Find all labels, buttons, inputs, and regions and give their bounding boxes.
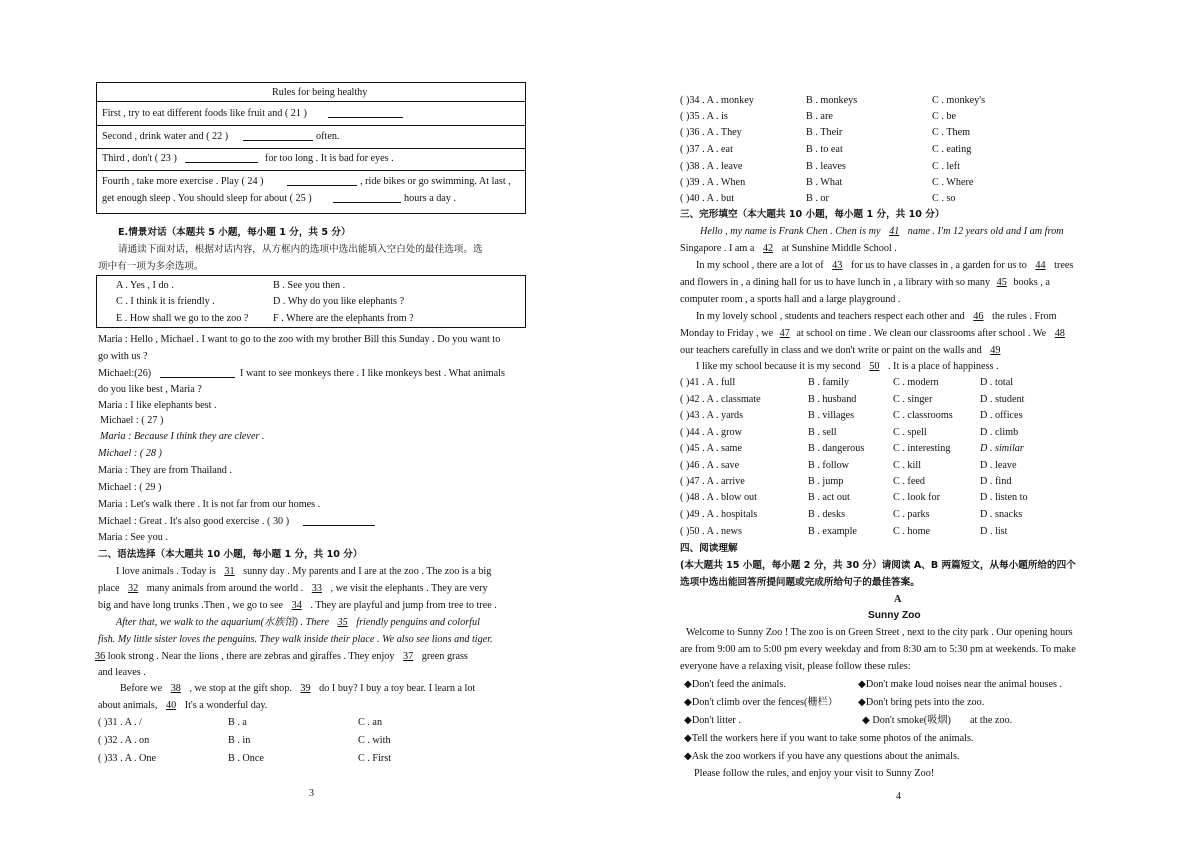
dialogue-line: Maria : See you . (98, 532, 168, 543)
zoo-rule: ◆Don't litter . (684, 715, 741, 726)
choice-43-d[interactable]: D . offices (980, 410, 1023, 421)
option-f: F . Where are the elephants from ? (273, 313, 414, 324)
choice-43-c[interactable]: C . classrooms (893, 410, 953, 421)
passage-line: are from 9:00 am to 5:00 pm every weekday and from 8:30 am to 5:30 pm at weekends. To make (680, 644, 1076, 655)
grammar-passage: and leaves . (98, 667, 146, 678)
grammar-passage: big and have long trunks .Then , we go to see 34 . They are playful and jump from tree to tree . (98, 600, 497, 611)
cloze-passage: and flowers in , a dining hall for us to have lunch in , a library with so many 45 books , a (680, 277, 1050, 288)
dialogue-line: Maria : Because I think they are clever . (100, 431, 265, 442)
choice-42-d[interactable]: D . student (980, 394, 1025, 405)
choice-34-b[interactable]: B . monkeys (806, 95, 858, 106)
choice-50-b[interactable]: B . example (808, 526, 857, 537)
blank-31: 31 (224, 566, 235, 577)
choice-31-b[interactable]: B . a (228, 717, 247, 728)
blank-33: 33 (311, 583, 322, 594)
blank-47: 47 (779, 328, 790, 339)
blank-39: 39 (300, 683, 311, 694)
answer-blank-21[interactable] (328, 107, 403, 122)
grammar-passage: about animals, 40 It's a wonderful day. (98, 700, 268, 711)
grammar-passage: I love animals . Today is 31 sunny day . My parents and I are at the zoo . The zoo is a big (116, 566, 492, 577)
choice-40-b[interactable]: B . or (806, 193, 829, 204)
choice-49-d[interactable]: D . snacks (980, 509, 1023, 520)
choice-40-c[interactable]: C . so (932, 193, 956, 204)
zoo-rule: ◆Don't make loud noises near the animal houses . (858, 679, 1063, 690)
choice-36-c[interactable]: C . Them (932, 127, 971, 138)
question-49[interactable]: ( )49 . A . hospitals (680, 509, 758, 520)
reading-heading: 四、阅读理解 (680, 543, 738, 554)
blank-48: 48 (1054, 328, 1065, 339)
question-46[interactable]: ( )46 . A . save (680, 460, 740, 471)
choice-46-d[interactable]: D . leave (980, 460, 1017, 471)
question-48[interactable]: ( )48 . A . blow out (680, 492, 757, 503)
question-50[interactable]: ( )50 . A . news (680, 526, 742, 537)
grammar-passage: fish. My little sister loves the penguins. They walk inside their place . We also see lions and tiger. (98, 634, 493, 645)
cloze-passage: I like my school because it is my second 50 . It is a place of happiness . (696, 361, 999, 372)
cloze-passage: computer room , a sports hall and a large playground . (680, 294, 901, 305)
option-c: C . I think it is friendly . (116, 296, 215, 307)
rules-row-5: get enough sleep . You should sleep for about ( 25 ) (102, 193, 312, 204)
choice-42-b[interactable]: B . husband (808, 394, 857, 405)
blank-40: 40 (165, 700, 177, 711)
blank-42: 42 (762, 243, 774, 254)
question-39[interactable]: ( )39 . A . When (680, 177, 746, 188)
dialogue-line: Michael : ( 28 ) (98, 448, 162, 459)
dialogue-line: do you like best , Maria ? (98, 384, 202, 395)
closing-line: Please follow the rules, and enjoy your visit to Sunny Zoo! (694, 768, 935, 779)
zoo-rule: ◆ Don't smoke(吸烟) (862, 715, 951, 726)
blank-41: 41 (889, 226, 900, 237)
dialogue-line: Maria : They are from Thailand . (98, 465, 232, 476)
question-42[interactable]: ( )42 . A . classmate (680, 394, 761, 405)
page-number: 3 (309, 788, 314, 799)
question-37[interactable]: ( )37 . A . eat (680, 144, 733, 155)
cloze-passage: In my school , there are a lot of 43 for us to have classes in , a garden for us to 44 trees (696, 260, 1074, 271)
zoo-rule: ◆Tell the workers here if you want to take some photos of the animals. (684, 733, 974, 744)
choice-38-c[interactable]: C . left (932, 161, 961, 172)
blank-37: 37 (403, 651, 414, 662)
choice-36-b[interactable]: B . Their (806, 127, 843, 138)
section-e-instruction-2: 项中有一项为多余选项。 (98, 261, 204, 272)
answer-blank-24[interactable] (287, 175, 357, 190)
answer-blank-23[interactable] (185, 152, 258, 167)
choice-44-d[interactable]: D . climb (980, 427, 1019, 438)
dialogue-line: Michael : ( 27 ) (100, 415, 164, 426)
question-44[interactable]: ( )44 . A . grow (680, 427, 742, 438)
choice-33-b[interactable]: B . Once (228, 753, 264, 764)
blank-49: 49 (990, 345, 1001, 356)
choice-34-c[interactable]: C . monkey's (932, 95, 986, 106)
rules-row-2: Second , drink water and ( 22 ) (102, 131, 229, 142)
answer-blank-30[interactable] (303, 515, 375, 530)
blank-44: 44 (1035, 260, 1046, 271)
rules-row-5-end: hours a day . (404, 193, 457, 204)
choice-48-b[interactable]: B . act out (808, 492, 850, 503)
dialogue-line: I want to see monkeys there . I like monkeys best . What animals (240, 368, 505, 379)
question-45[interactable]: ( )45 . A . same (680, 443, 742, 454)
passage-line: Welcome to Sunny Zoo ! The zoo is on Green Street , next to the city park . Our opening hours (686, 627, 1073, 638)
exam-page-4 (600, 0, 1200, 849)
blank-38: 38 (170, 683, 181, 694)
question-40[interactable]: ( )40 . A . but (680, 193, 735, 204)
question-47[interactable]: ( )47 . A . arrive (680, 476, 745, 487)
question-36[interactable]: ( )36 . A . They (680, 127, 742, 138)
cloze-passage: Hello , my name is Frank Chen . Chen is my 41 name . I'm 12 years old and I am from (700, 226, 1064, 237)
choice-37-c[interactable]: C . eating (932, 144, 972, 155)
dialogue-line: Michael : ( 29 ) (98, 482, 162, 493)
rules-row-3-end: for too long . It is bad for eyes . (265, 153, 394, 164)
choice-45-b[interactable]: B . dangerous (808, 443, 865, 454)
blank-43: 43 (832, 260, 843, 271)
choice-47-c[interactable]: C . feed (893, 476, 925, 487)
cloze-passage: In my lovely school , students and teachers respect each other and 46 the rules . From (696, 311, 1057, 322)
choice-50-d[interactable]: D . list (980, 526, 1008, 537)
choice-46-c[interactable]: C . kill (893, 460, 922, 471)
blank-35: 35 (337, 617, 348, 628)
question-35[interactable]: ( )35 . A . is (680, 111, 728, 122)
choice-39-b[interactable]: B . What (806, 177, 843, 188)
choice-44-c[interactable]: C . spell (893, 427, 927, 438)
choice-47-d[interactable]: D . find (980, 476, 1012, 487)
rules-row-4: Fourth , take more exercise . Play ( 24 ) (102, 176, 264, 187)
choice-35-b[interactable]: B . are (806, 111, 833, 122)
choice-41-d[interactable]: D . total (980, 377, 1014, 388)
answer-blank-26[interactable] (160, 367, 235, 382)
choice-32-b[interactable]: B . in (228, 735, 251, 746)
question-34[interactable]: ( )34 . A . monkey (680, 95, 754, 106)
rules-table-title: Rules for being healthy (272, 87, 368, 98)
choice-32-c[interactable]: C . with (358, 735, 391, 746)
dialogue-line: Maria : Let's walk there . It is not far from our homes . (98, 499, 321, 510)
choice-44-b[interactable]: B . sell (808, 427, 837, 438)
cloze-heading: 三、完形填空（本大题共 10 小题，每小题 1 分，共 10 分） (680, 209, 945, 220)
choice-42-c[interactable]: C . singer (893, 394, 933, 405)
choice-37-b[interactable]: B . to eat (806, 144, 843, 155)
grammar-passage: After that, we walk to the aquarium(水族馆) . There 35 friendly penguins and colorful (116, 617, 480, 628)
choice-45-d[interactable]: D . similar (980, 443, 1024, 454)
choice-45-c[interactable]: C . interesting (893, 443, 951, 454)
section-e-heading: E.情景对话（本题共 5 小题，每小题 1 分，共 5 分） (118, 227, 351, 238)
choice-35-c[interactable]: C . be (932, 111, 957, 122)
question-33[interactable]: ( )33 . A . One (98, 753, 157, 764)
choice-41-c[interactable]: C . modern (893, 377, 939, 388)
question-43[interactable]: ( )43 . A . yards (680, 410, 744, 421)
rules-row-3: Third , don't ( 23 ) (102, 153, 177, 164)
choice-41-b[interactable]: B . family (808, 377, 850, 388)
passage-title: Sunny Zoo (868, 610, 921, 621)
dialogue-line: Maria : I like elephants best . (98, 400, 217, 411)
grammar-heading: 二、语法选择（本大题共 10 小题，每小题 1 分，共 10 分） (98, 549, 363, 560)
page-number: 4 (896, 791, 901, 802)
dialogue-line: Michael:(26) (98, 368, 152, 379)
answer-blank-22[interactable] (243, 130, 313, 145)
rules-row-4-end: , ride bikes or go swimming. At last , (360, 176, 511, 187)
choice-47-b[interactable]: B . jump (808, 476, 844, 487)
question-38[interactable]: ( )38 . A . leave (680, 161, 743, 172)
blank-45: 45 (996, 277, 1007, 288)
rules-row-2-end: often. (316, 131, 340, 142)
dialogue-line: Michael : Great . It's also good exercise . ( 30 ) (98, 516, 290, 527)
section-e-instruction-1: 请通读下面对话，根据对话内容，从方框内的选项中选出能填入空白处的最佳选项。选 (118, 244, 483, 255)
option-d: D . Why do you like elephants ? (273, 296, 405, 307)
choice-48-d[interactable]: D . listen to (980, 492, 1028, 503)
cloze-passage: Singapore . I am a 42 at Sunshine Middle School . (680, 243, 897, 254)
grammar-passage: place 32 many animals from around the world . 33 , we visit the elephants . They are very (98, 583, 488, 594)
choice-49-b[interactable]: B . desks (808, 509, 846, 520)
choice-48-c[interactable]: C . look for (893, 492, 940, 503)
passage-letter: A (894, 594, 902, 605)
choice-38-b[interactable]: B . leaves (806, 161, 846, 172)
choice-50-c[interactable]: C . home (893, 526, 931, 537)
choice-33-c[interactable]: C . First (358, 753, 392, 764)
rules-row-1: First , try to eat different foods like fruit and ( 21 ) (102, 108, 307, 119)
cloze-passage: our teachers carefully in class and we don't write or paint on the walls and 49 (680, 344, 1006, 357)
option-e: E . How shall we go to the zoo ? (116, 313, 249, 324)
zoo-rule: at the zoo. (970, 715, 1013, 726)
option-b: B . See you then . (273, 280, 346, 291)
dialogue-line: Maria : Hello , Michael . I want to go to the zoo with my brother Bill this Sunday . Do you want to (98, 334, 501, 345)
choice-49-c[interactable]: C . parks (893, 509, 930, 520)
question-32[interactable]: ( )32 . A . on (98, 735, 150, 746)
question-31[interactable]: ( )31 . A . / (98, 717, 142, 728)
zoo-rule: ◆Don't feed the animals. (684, 679, 786, 690)
grammar-passage: 36 look strong . Near the lions , there are zebras and giraffes . They enjoy 37 green grass (95, 651, 468, 662)
zoo-rule: ◆Don't climb over the fences(栅栏） (684, 697, 838, 708)
reading-instruction-1: (本大题共 15 小题，每小题 2 分，共 30 分）请阅读 A、B 两篇短文，从每小题所给的四个 (680, 560, 1076, 571)
question-41[interactable]: ( )41 . A . full (680, 377, 736, 388)
choice-46-b[interactable]: B . follow (808, 460, 850, 471)
answer-blank-25[interactable] (333, 192, 401, 207)
blank-32: 32 (128, 583, 139, 594)
zoo-rule: ◆Ask the zoo workers if you have any questions about the animals. (684, 751, 960, 762)
dialogue-line: go with us ? (98, 351, 148, 362)
blank-50: 50 (869, 361, 880, 372)
grammar-passage: Before we 38 , we stop at the gift shop. 39 do I buy? I buy a toy bear. I learn a lot (120, 683, 476, 694)
blank-36: 36 (95, 651, 106, 662)
cloze-passage: Monday to Friday , we 47 at school on time . We clean our classrooms after school . We 48 (680, 327, 1071, 340)
option-a: A . Yes , I do . (116, 280, 174, 291)
choice-31-c[interactable]: C . an (358, 717, 383, 728)
choice-43-b[interactable]: B . villages (808, 410, 855, 421)
blank-46: 46 (973, 311, 984, 322)
passage-line: everyone have a relaxing visit, please follow these rules: (680, 661, 911, 672)
reading-instruction-2: 选项中选出能回答所提问题或完成所给句子的最佳答案。 (680, 577, 920, 588)
choice-39-c[interactable]: C . Where (932, 177, 974, 188)
blank-34: 34 (291, 600, 302, 611)
zoo-rule: ◆Don't bring pets into the zoo. (858, 697, 985, 708)
